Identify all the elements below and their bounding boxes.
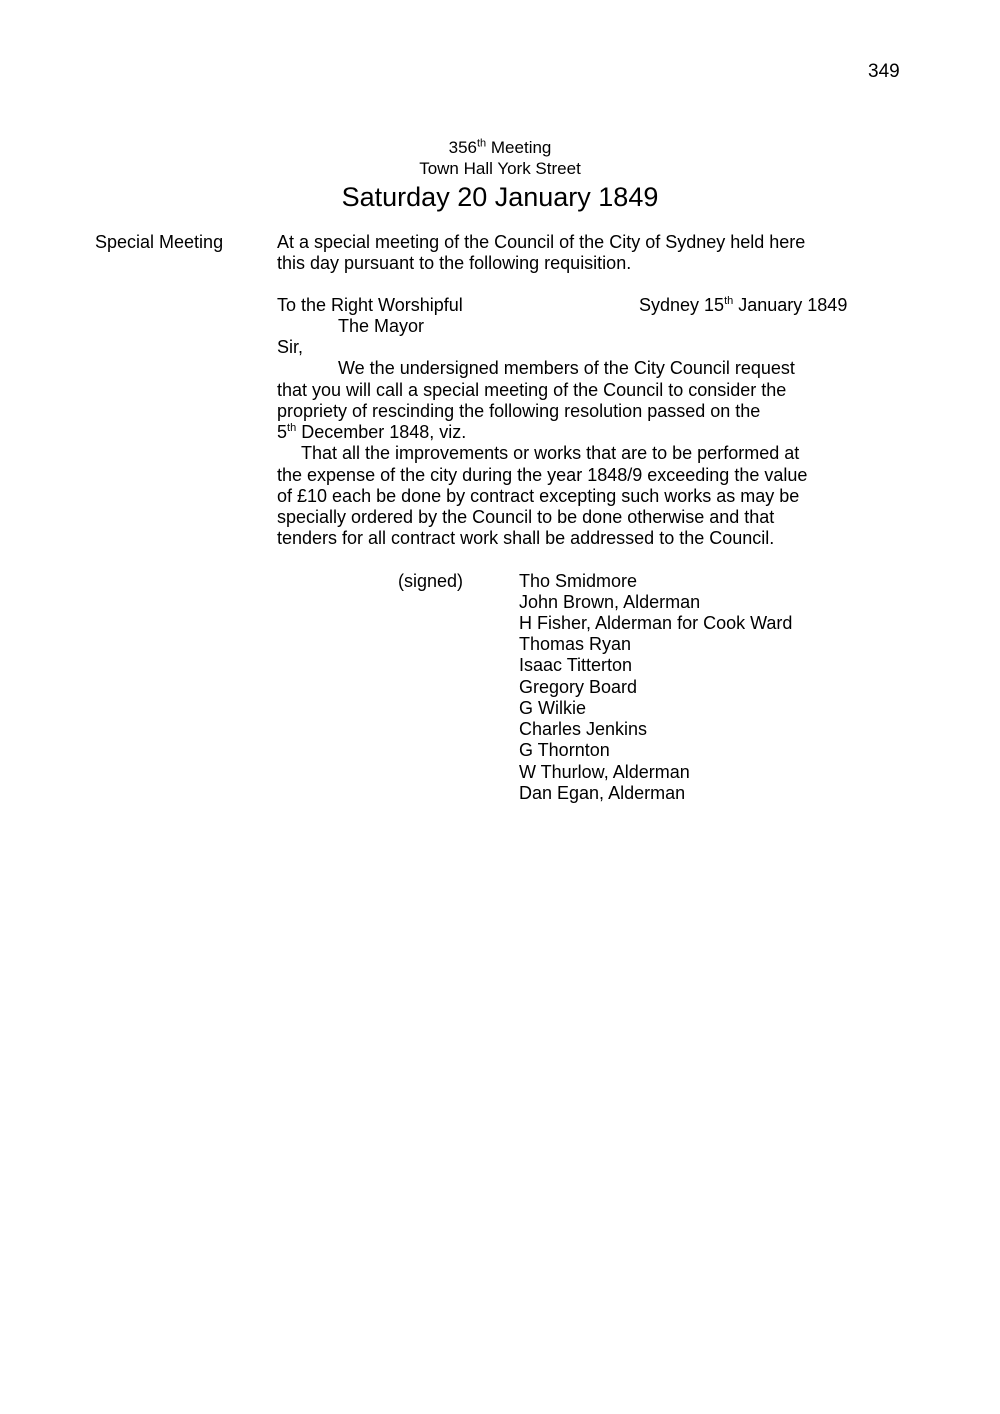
resolution-line: That all the improvements or works that are to be performed at <box>301 443 800 463</box>
meeting-venue: Town Hall York Street <box>419 159 581 178</box>
signatory: Dan Egan, Alderman <box>519 783 686 803</box>
signatory: John Brown, Alderman <box>519 592 701 612</box>
page-number: 349 <box>868 61 900 82</box>
letter-date-rest: January 1849 <box>733 295 848 315</box>
signatory: H Fisher, Alderman for Cook Ward <box>519 613 793 633</box>
intro-line: this day pursuant to the following requisition. <box>277 253 632 273</box>
meeting-number <box>0 137 1000 158</box>
letter-salutation: Sir, <box>277 337 304 357</box>
meeting-header <box>0 137 1000 214</box>
letter-addressee-title: The Mayor <box>338 316 425 336</box>
letter-body-line: that you will call a special meeting of the Council to consider the <box>277 380 787 400</box>
letter-body-line: propriety of rescinding the following resolution passed on the <box>277 401 761 421</box>
signatory: Tho Smidmore <box>519 571 638 591</box>
signatory: W Thurlow, Alderman <box>519 762 690 782</box>
margin-note: Special Meeting <box>95 232 224 252</box>
meeting-word: Meeting <box>486 138 552 157</box>
meeting-number-value: 356 <box>448 138 477 157</box>
resolution-line: of £10 each be done by contract excepting such works as may be <box>277 486 800 506</box>
resolution-line: tenders for all contract work shall be addressed to the Council. <box>277 528 775 548</box>
signatory: G Wilkie <box>519 698 586 718</box>
resolution-line: the expense of the city during the year 1848/9 exceeding the value <box>277 465 808 485</box>
letter-body-date-rest: December 1848, viz. <box>296 422 467 442</box>
signatory: Thomas Ryan <box>519 634 632 654</box>
meeting-date-title: Saturday 20 January 1849 <box>341 182 659 212</box>
letter-body-line <box>277 422 466 443</box>
signatory: G Thornton <box>519 740 610 760</box>
signatory: Isaac Titterton <box>519 655 633 675</box>
letter-body-line: We the undersigned members of the City Council request <box>338 358 795 378</box>
signatory: Gregory Board <box>519 677 638 697</box>
meeting-ordinal-suffix: th <box>476 137 487 150</box>
letter-date-suffix: th <box>724 295 734 307</box>
letter-addressee: To the Right Worshipful <box>277 295 463 315</box>
letter-body-date-prefix: 5 <box>277 422 288 442</box>
letter-date-prefix: Sydney 15 <box>639 295 725 315</box>
signatory: Charles Jenkins <box>519 719 648 739</box>
intro-line: At a special meeting of the Council of the City of Sydney held here <box>277 232 806 252</box>
signed-label: (signed) <box>398 571 464 591</box>
resolution-line: specially ordered by the Council to be done otherwise and that <box>277 507 775 527</box>
letter-date <box>639 295 847 316</box>
letter-body-date-suffix: th <box>287 422 297 434</box>
